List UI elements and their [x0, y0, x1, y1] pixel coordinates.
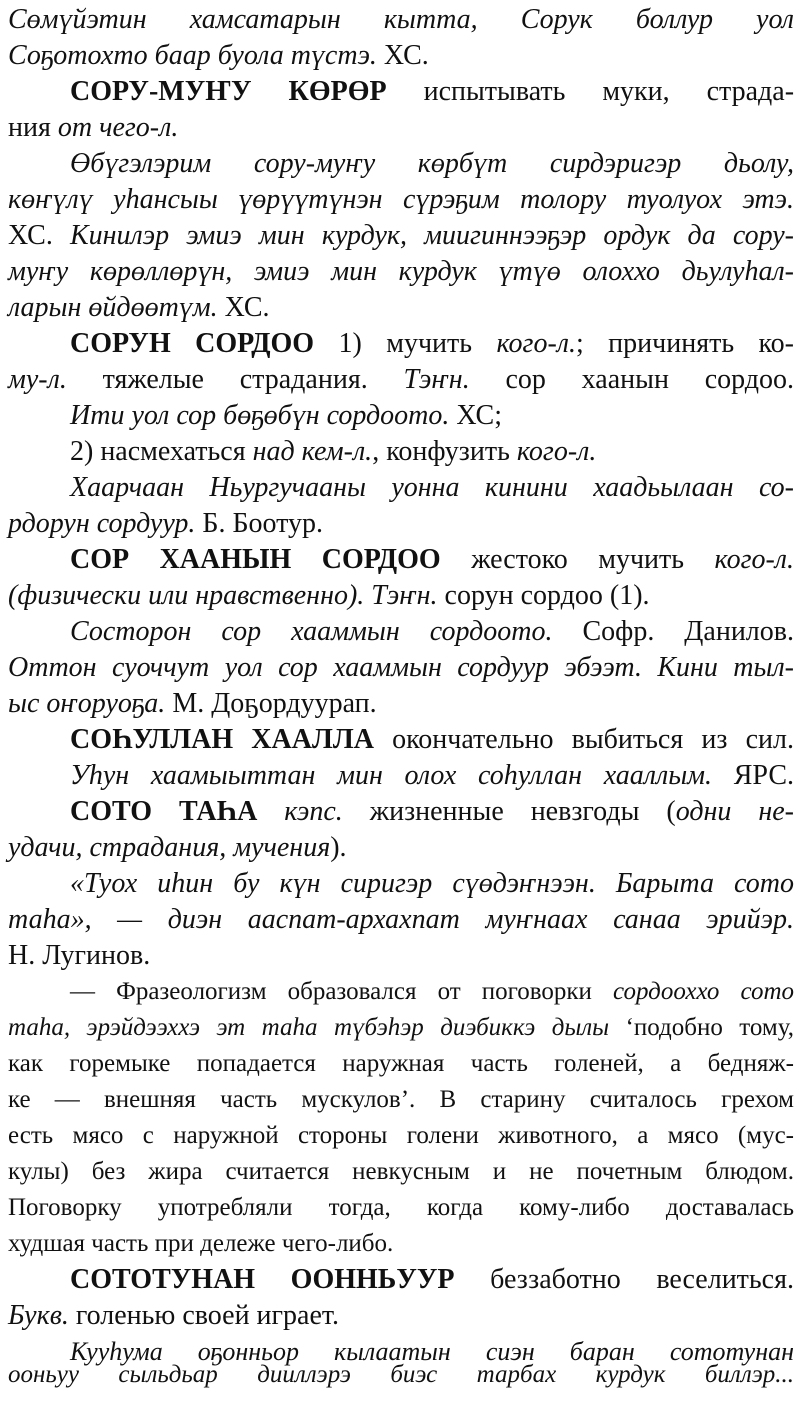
text-line: [8, 290, 794, 326]
text-line: [8, 110, 794, 146]
definition-text: сор хаанын сордоо.: [505, 364, 794, 395]
note-text: ‘подобно тому,: [625, 1014, 794, 1041]
entry-headword: СОРУН СОРДОО: [70, 328, 315, 359]
text-line: [8, 650, 794, 686]
entry-headword: СОР ХААНЫН СОРДОО: [70, 544, 441, 575]
note-line: [70, 974, 794, 1010]
text-line: [8, 578, 794, 614]
text-line: [8, 182, 794, 218]
definition-text: окончательно выбиться из сил.: [392, 724, 794, 755]
note-line: [8, 1154, 794, 1190]
example-text: ыс оҥоруоҕа.: [8, 688, 166, 719]
example-text: сордооххо сото: [613, 978, 794, 1005]
example-text: таһа, эрэйдээххэ эт таһа түбэһэр диэбиккэ дылы: [8, 1014, 610, 1041]
example-text: рдорун сордуур.: [8, 508, 196, 539]
note-text: есть мясо с наружной стороны голени животного, а мясо (мус-: [8, 1122, 794, 1149]
entry-line: [70, 722, 794, 758]
definition-text: жестоко мучить: [471, 544, 685, 575]
text-line: [8, 938, 794, 974]
example-text: Кинилэр эмиэ мин курдук, миигиннээҕэр ордук да сору-: [70, 220, 794, 251]
dictionary-page: [8, 0, 794, 1425]
example-text: «Туох иһин бу күн сиригэр сүөдэҥнээн. Барыта сото: [70, 868, 794, 899]
source-abbr: ХС.: [8, 220, 53, 251]
note-text: Поговорку употребляли тогда, когда кому-либо доставалась: [8, 1194, 794, 1221]
grammar-note: над кем-л.: [252, 436, 373, 467]
example-text: Кууһума оҕонньор кылаатын сиэн баран сототунан: [70, 1337, 794, 1366]
note-line: [8, 1118, 794, 1154]
text-line: [8, 218, 794, 254]
note-line: [8, 1046, 794, 1082]
grammar-note: Букв.: [8, 1300, 69, 1331]
definition-text: ; причинять ко-: [575, 328, 795, 359]
note-text: — Фразеологизм образовался от поговорки: [70, 978, 592, 1005]
example-text: Өбүгэлэрим сору-муҥу көрбүт сирдэригэр дьолу,: [70, 148, 794, 179]
example-text: муҥу көрөллөрүн, эмиэ мин курдук үтүө олоххо дьулуһал-: [8, 256, 794, 287]
text-line: [70, 614, 794, 650]
example-text: ларын өйдөөтүм.: [8, 292, 218, 323]
example-text: Состорон сор хааммын сордоото.: [70, 616, 553, 647]
definition-text: тяжелые страдания.: [102, 364, 368, 395]
definition-text: ).: [330, 832, 347, 863]
grammar-note: кого-л.: [516, 436, 597, 467]
entry-line: [70, 326, 794, 362]
text-line: [70, 146, 794, 182]
grammar-note: одни не-: [675, 796, 794, 827]
source-abbr: Н. Лугинов.: [8, 940, 151, 971]
note-line: [8, 1226, 794, 1262]
grammar-note: удачи, страдания, мучения: [8, 832, 331, 863]
entry-headword: СОТОТУНАН ООННЬУУР: [70, 1264, 455, 1295]
text-line: [70, 866, 794, 902]
text-line: [8, 686, 794, 722]
entry-headword: СОРУ-МУҤУ КӨРӨР: [70, 76, 387, 107]
text-line: [8, 1360, 794, 1390]
entry-line: [70, 74, 794, 110]
entry-line: [70, 794, 794, 830]
source-abbr: М. Доҕордуурап.: [172, 688, 377, 719]
grammar-note: Тэҥн.: [403, 364, 470, 395]
grammar-note: от чего-л.: [57, 112, 179, 143]
text-line: [8, 38, 794, 74]
grammar-note: кэпс.: [284, 796, 343, 827]
text-line: [8, 2, 794, 38]
entry-line: [70, 1262, 794, 1298]
example-text: көҥүлү уһансыы үөрүүтүнэн сүрэҕим толору туолуох этэ.: [8, 184, 794, 215]
note-line: [8, 1010, 794, 1046]
definition-text: голенью своей играет.: [75, 1300, 340, 1331]
example-text: Ити уол сор бөҕөбүн сордоото.: [70, 400, 450, 431]
note-text: как горемыке попадается наружная часть голеней, а бедняж-: [8, 1050, 794, 1077]
source-abbr: ХС;: [456, 400, 502, 431]
grammar-note: му-л.: [8, 364, 67, 395]
example-text: Сөмүйэтин хамсатарын кытта, Сорук боллур уол: [8, 4, 794, 35]
text-line: [70, 470, 794, 506]
example-text: Соҕотохто баар буола түстэ.: [8, 40, 377, 71]
definition-text: жизненные невзгоды (: [369, 796, 676, 827]
definition-text: беззаботно веселиться.: [490, 1264, 794, 1295]
grammar-note: Тэҥн.: [371, 580, 438, 611]
definition-text: сорун сордоо (1).: [444, 580, 650, 611]
grammar-note: кого-л.: [714, 544, 795, 575]
text-line: [70, 434, 794, 470]
example-text: Хаарчаан Ньургучааны уонна кинини хаадьылаан со-: [70, 472, 794, 503]
example-text: Уһун хаамыыттан мин олох соһуллан хааллым.: [70, 760, 713, 791]
source-abbr: ЯРС.: [733, 760, 795, 791]
grammar-note: кого-л.: [496, 328, 576, 359]
definition-text: , конфузить: [372, 436, 510, 467]
definition-text: ния: [8, 112, 51, 143]
example-text: Оттон суоччут уол сор хааммын сордуур эбээт. Кини тыл-: [8, 652, 794, 683]
note-text: кулы) без жира считается невкусным и не почетным блюдом.: [8, 1158, 794, 1185]
entry-line: [70, 542, 794, 578]
text-line: [8, 362, 794, 398]
text-line: [70, 398, 794, 434]
definition-text: 1) мучить: [338, 328, 473, 359]
text-line: [8, 902, 794, 938]
definition-text: 2) насмехаться: [70, 436, 246, 467]
source-abbr: ХС.: [383, 40, 429, 71]
example-text: таһа», — диэн ааспат-архахпат муҥнаах санаа эрийэр.: [8, 904, 794, 935]
note-line: [8, 1190, 794, 1226]
grammar-note: (физически или нравственно).: [8, 580, 365, 611]
text-line: [70, 758, 794, 794]
source-abbr: Софр. Данилов.: [582, 616, 794, 647]
note-text: ке — внешняя часть мускулов’. В старину считалось грехом: [8, 1086, 794, 1113]
entry-headword: СОҺУЛЛАН ХААЛЛА: [70, 724, 374, 755]
entry-headword: СОТО ТАҺА: [70, 796, 258, 827]
text-line: [8, 830, 794, 866]
text-line: [8, 254, 794, 290]
source-abbr: Б. Боотур.: [202, 508, 324, 539]
definition-text: испытывать муки, страда-: [423, 76, 795, 107]
source-abbr: ХС.: [224, 292, 270, 323]
text-line: [8, 506, 794, 542]
note-text: худшая часть при дележе чего-либо.: [8, 1230, 394, 1257]
text-line: [8, 1298, 794, 1334]
example-text: ооньуу сыльдьар дииллэрэ биэс тарбах курдук биллэр...: [8, 1361, 794, 1388]
note-line: [8, 1082, 794, 1118]
